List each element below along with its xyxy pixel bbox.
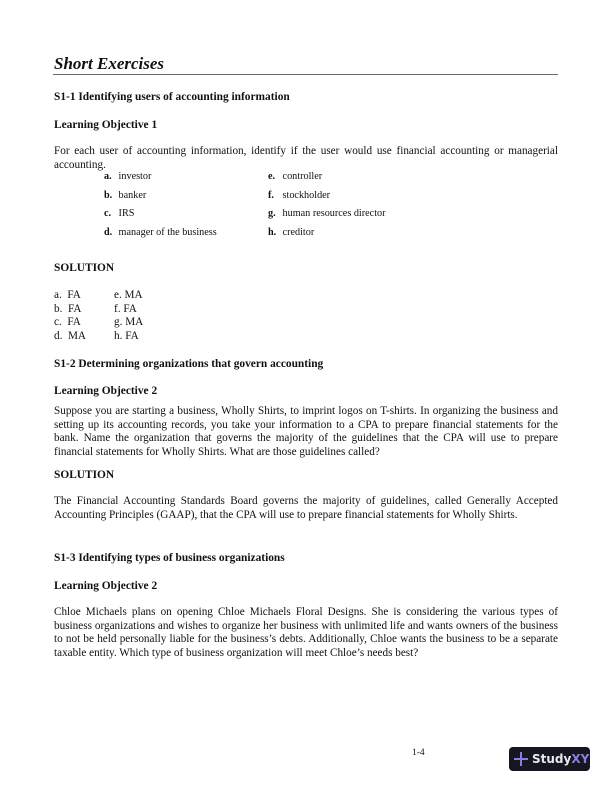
list-item: f. stockholder [268,189,331,201]
solution-label-s1-1: SOLUTION [54,262,115,274]
exercise-prompt-s1-2: Suppose you are starting a business, Wholly Shirts, to imprint logos on T-shirts. In organizing the business and setting up its accounting records, you take your information to a CPA to prepare financial statements for the bank. Name the organization that governs the majority of the guidelines that the CPA will use to prepare financial statements for Wholly Shirts. What are those guidelines called? [54,405,558,458]
plus-icon [514,752,528,766]
learning-objective-s1-2: Learning Objective 2 [54,385,158,397]
page-title: Short Exercises [54,54,165,73]
learning-objective-s1-1: Learning Objective 1 [54,119,158,131]
brand-text-xy: XY [571,752,590,766]
title-divider [53,74,558,75]
list-item: c. IRS [104,208,135,220]
list-item: e. controller [268,171,323,182]
page-number: 1-4 [412,748,425,758]
list-item: d. manager of the business [104,227,217,239]
list-item: b. banker [104,189,147,201]
answer: d. MA [54,329,87,342]
list-item: a. investor [104,171,152,182]
answer: h. FA [114,329,139,342]
users-list [104,171,448,246]
exercise-heading-s1-2: S1-2 Determining organizations that govern accounting [54,358,324,370]
list-item: h. creditor [268,227,315,239]
brand-text-study: Study [532,752,572,766]
solution-text-s1-2: The Financial Accounting Standards Board governs the majority of guidelines, called Generally Accepted Accounting Principles (GAAP), that the CPA will use to prepare financial statements for Wholly Shirts. [54,495,558,521]
solution-answers-s1-1 [54,289,174,343]
answer: c. FA [54,316,81,329]
solution-label-s1-2: SOLUTION [54,469,115,481]
answer: f. FA [114,302,137,315]
exercise-heading-s1-3: S1-3 Identifying types of business organizations [54,552,285,564]
answer: g. MA [114,316,144,329]
exercise-heading-s1-1: S1-1 Identifying users of accounting information [54,91,290,103]
answer: e. MA [114,289,143,301]
answer: b. FA [54,302,82,315]
learning-objective-s1-3: Learning Objective 2 [54,580,158,592]
exercise-prompt-s1-3: Chloe Michaels plans on opening Chloe Michaels Floral Designs. She is considering the various types of business organizations and wishes to organize her business with unlimited life and wants owners of the business to not be held personally liable for the business’s debts. Additionally, Chloe wants the business to be a separate taxable entity. Which type of business organization will meet Chloe’s needs best? [54,606,558,659]
list-item: g. human resources director [268,208,386,220]
answer: a. FA [54,289,81,301]
exercise-prompt-s1-1: For each user of accounting information, identify if the user would use financial accounting or managerial accounting. [54,145,558,171]
studyxy-watermark-badge[interactable] [509,747,590,771]
